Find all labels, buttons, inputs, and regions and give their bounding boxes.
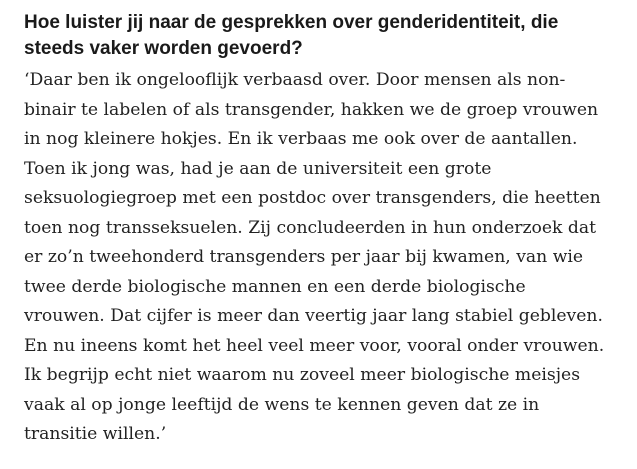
answer-line: ‘Daar ben ik ongelooflijk verbaasd over. Door mensen als non- <box>24 70 566 90</box>
interview-question <box>24 10 624 62</box>
answer-line: En nu ineens komt het heel veel meer voor, vooral onder vrouwen. <box>24 335 605 356</box>
answer-line: toen nog transseksuelen. Zij concludeerden in hun onderzoek dat <box>24 217 597 238</box>
answer-line: in nog kleinere hokjes. En ik verbaas me ook over de aantallen. <box>24 129 578 149</box>
answer-line: twee derde biologische mannen en een derde biologische <box>24 276 526 297</box>
article <box>24 10 624 450</box>
answer-line: binair te labelen of als transgender, hakken we de groep vrouwen <box>24 99 599 120</box>
question-line: steeds vaker worden gevoerd? <box>24 38 303 59</box>
answer-line: seksuologiegroep met een postdoc over transgenders, die heetten <box>24 188 601 208</box>
answer-line: transitie willen.’ <box>24 424 167 444</box>
answer-line: vrouwen. Dat cijfer is meer dan veertig jaar lang stabiel gebleven. <box>24 306 603 326</box>
answer-line: vaak al op jonge leeftijd de wens te kennen geven dat ze in <box>24 394 540 415</box>
answer-line: Ik begrijp echt niet waarom nu zoveel meer biologische meisjes <box>24 365 581 385</box>
answer-line: er zo’n tweehonderd transgenders per jaar bij kwamen, van wie <box>24 247 584 267</box>
interview-answer <box>24 66 624 450</box>
answer-line: Toen ik jong was, had je aan de universiteit een grote <box>24 158 492 179</box>
question-line: Hoe luister jij naar de gesprekken over genderidentiteit, die <box>24 12 559 33</box>
